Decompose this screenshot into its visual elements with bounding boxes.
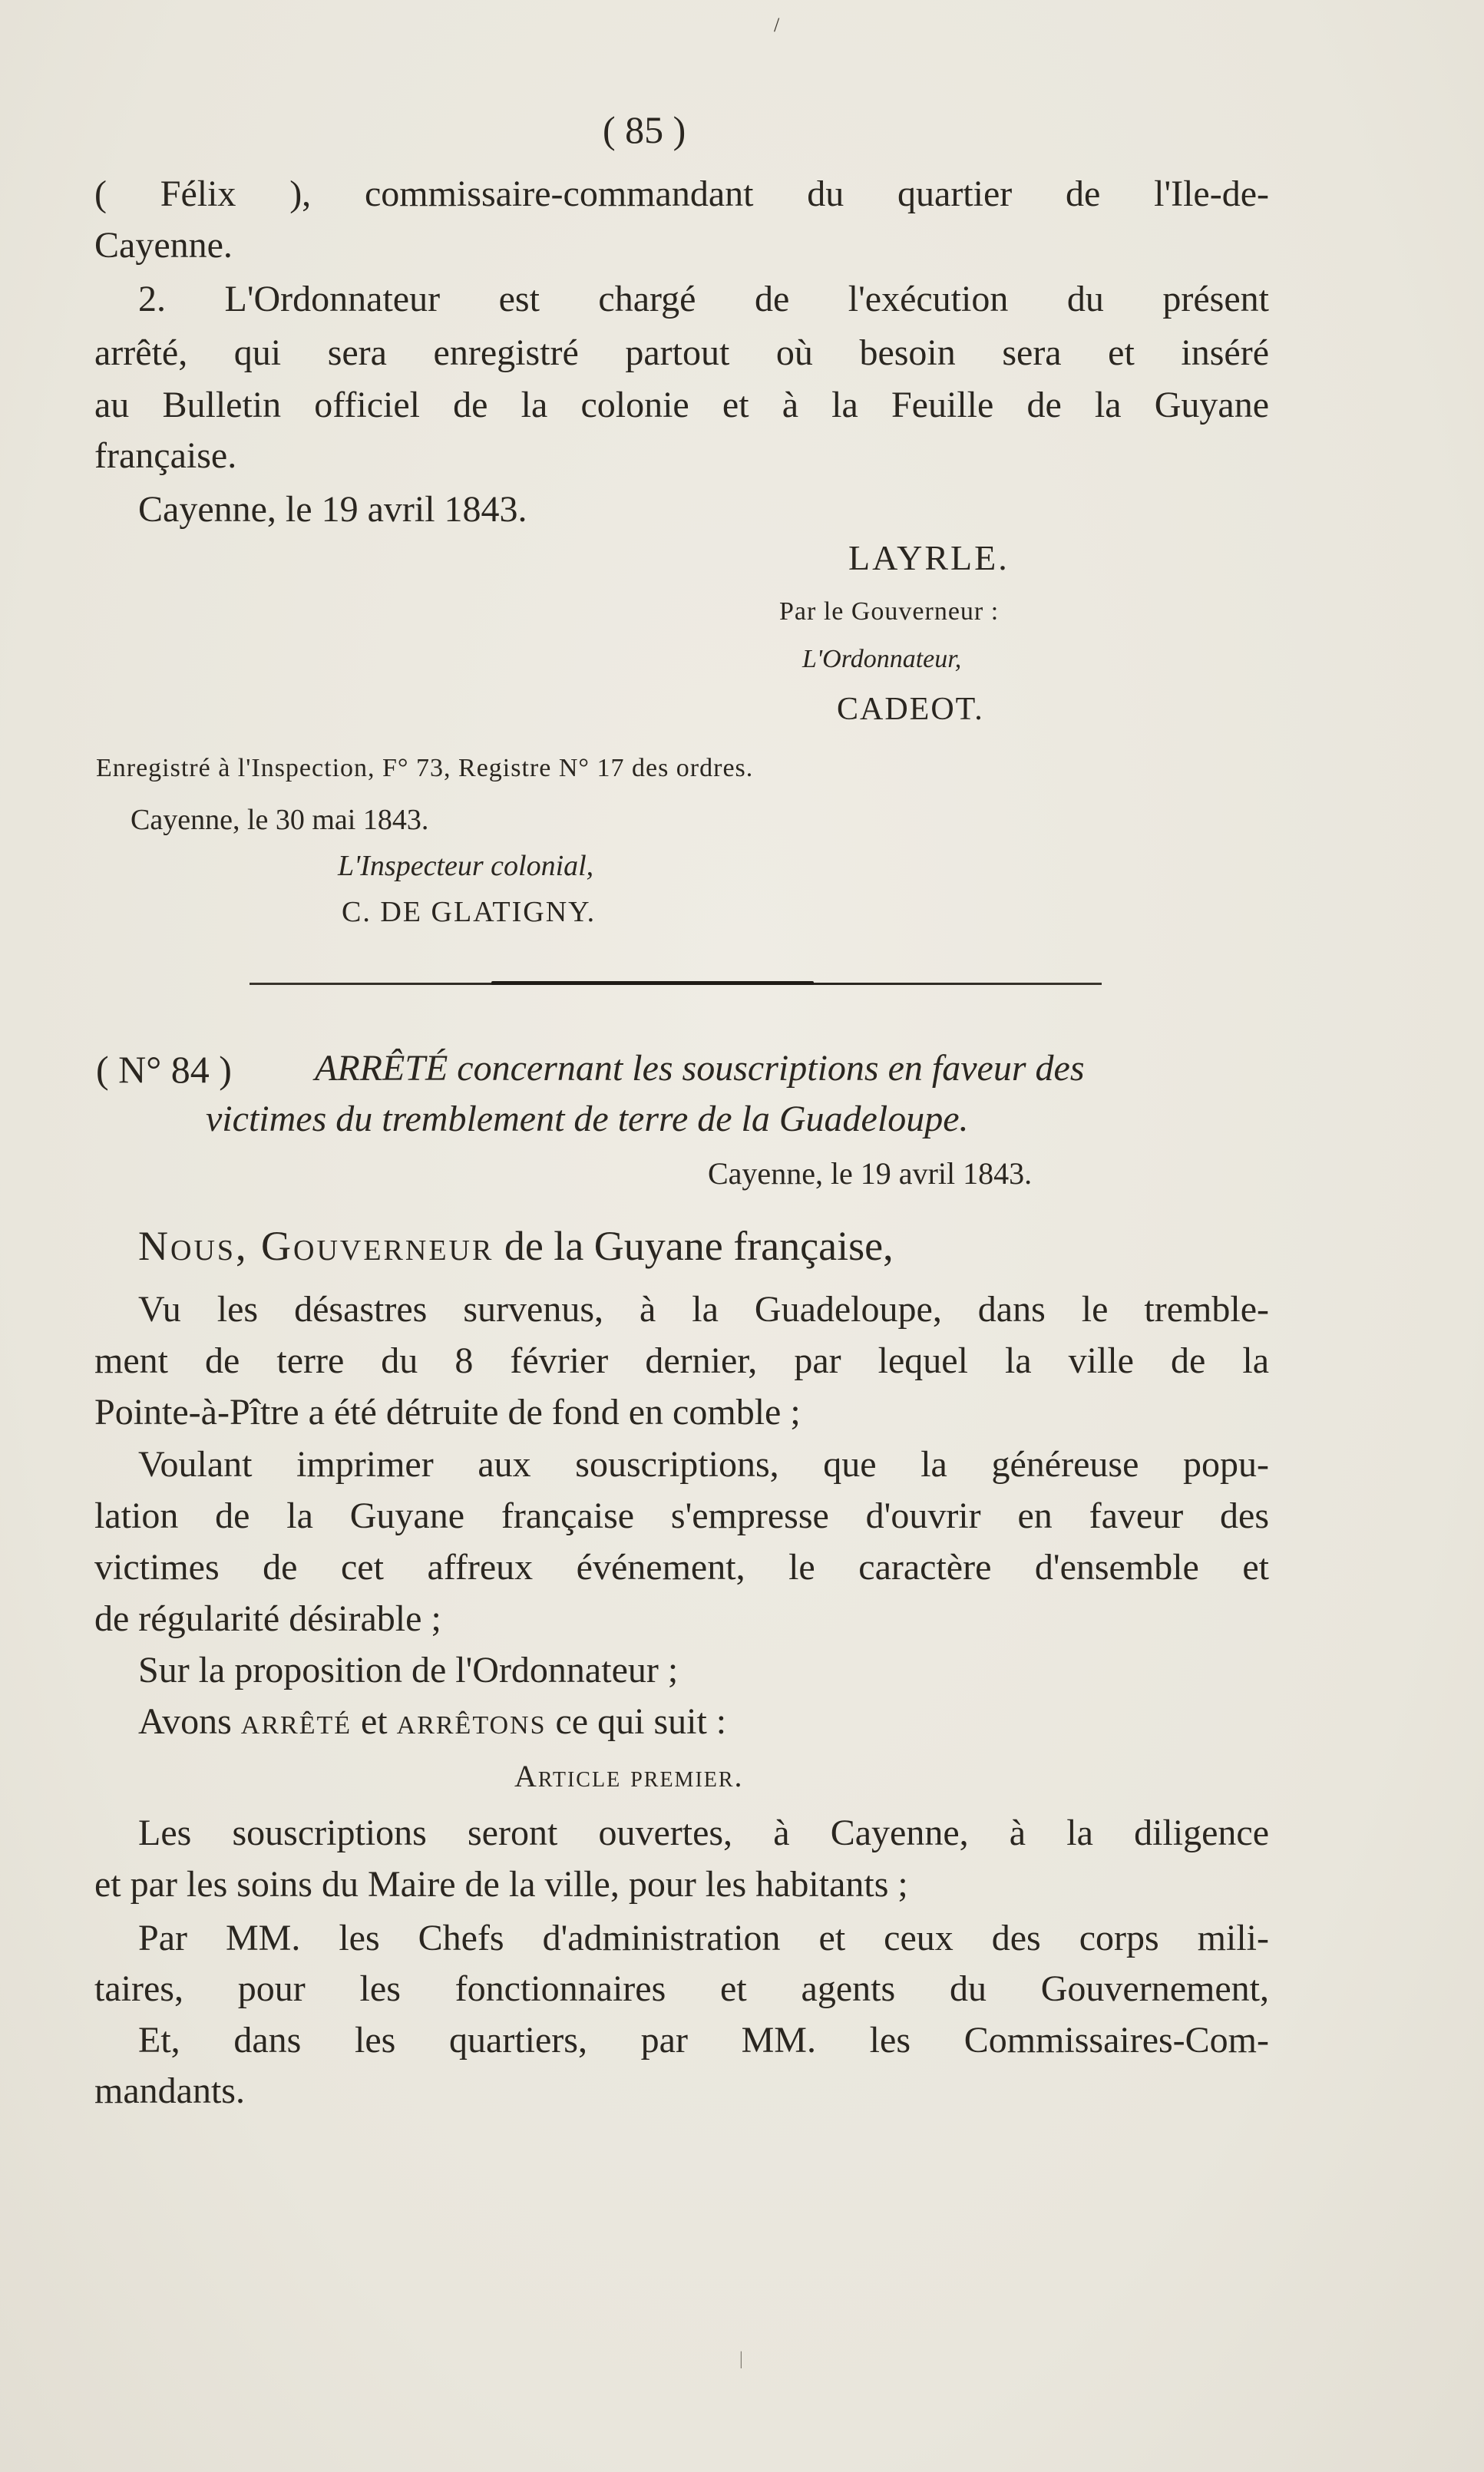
arrete-title-line1: ARRÊTÉ concernant les souscriptions en faveur des (315, 1048, 1085, 1089)
signature-governor: LAYRLE. (848, 538, 1010, 577)
registration-line: Enregistré à l'Inspection, F° 73, Registre N° 17 des ordres. (96, 754, 754, 782)
et-word: et (361, 1701, 388, 1742)
text-line: au Bulletin officiel de la colonie et à la Feuille de la Guyane (94, 385, 1269, 425)
avons-suffix: ce qui suit : (555, 1701, 727, 1742)
arrete-title-line2: victimes du tremblement de terre de la Guadeloupe. (206, 1099, 969, 1139)
text-line: mandants. (94, 2070, 245, 2111)
par-le-gouverneur: Par le Gouverneur : (779, 597, 1000, 626)
text-line: arrêté, qui sera enregistré partout où besoin sera et inséré (94, 332, 1269, 373)
bottom-mark: | (739, 2349, 743, 2369)
text-line: victimes de cet affreux événement, le caractère d'ensemble et (94, 1547, 1269, 1588)
arrete-number: ( N° 84 ) (96, 1048, 232, 1091)
text-line: de régularité désirable ; (94, 1598, 441, 1639)
text-line: Et, dans les quartiers, par MM. les Commissaires-Com- (138, 2020, 1269, 2061)
text-line: taires, pour les fonctionnaires et agents du Gouvernement, (94, 1968, 1269, 2009)
arretons-word: arrêtons (396, 1701, 547, 1742)
top-mark: / (774, 14, 780, 36)
registration-date: Cayenne, le 30 mai 1843. (131, 804, 429, 836)
text-line: Vu les désastres survenus, à la Guadeloupe, dans le tremble- (138, 1289, 1269, 1330)
text-line: Les souscriptions seront ouvertes, à Cayenne, à la diligence (138, 1813, 1269, 1853)
avons-word: Avons (138, 1701, 232, 1742)
page-number: ( 85 ) (603, 108, 686, 151)
inspector-title: L'Inspecteur colonial, (338, 850, 594, 882)
nous-gouverneur: Nous, Gouverneur (138, 1223, 494, 1269)
article-heading: Article premier. (514, 1759, 744, 1793)
text-line: française. (94, 435, 237, 476)
arrete-word: arrêté (240, 1701, 352, 1742)
avons-arrete-line (138, 1700, 726, 1743)
date-line: Cayenne, le 19 avril 1843. (138, 489, 527, 530)
text-line: et par les soins du Maire de la ville, pour les habitants ; (94, 1864, 908, 1905)
ordonnateur-name: CADEOT. (837, 692, 984, 727)
text-line: Voulant imprimer aux souscriptions, que la généreuse popu- (138, 1444, 1269, 1485)
text-line: Sur la proposition de l'Ordonnateur ; (138, 1650, 679, 1690)
text-line: ment de terre du 8 février dernier, par lequel la ville de la (94, 1340, 1269, 1381)
section-divider-center (491, 981, 814, 985)
ordonnateur-title: L'Ordonnateur, (802, 645, 962, 673)
nous-suffix: de la Guyane française, (504, 1223, 894, 1269)
arrete-date: Cayenne, le 19 avril 1843. (708, 1156, 1033, 1191)
text-line: 2. L'Ordonnateur est chargé de l'exécution du présent (138, 279, 1269, 319)
inspector-name: C. DE GLATIGNY. (342, 896, 597, 928)
text-line: Par MM. les Chefs d'administration et ceux des corps mili- (138, 1918, 1269, 1958)
text-line: lation de la Guyane française s'empresse d'ouvrir en faveur des (94, 1495, 1269, 1536)
text-line: Cayenne. (94, 225, 233, 266)
text-line: Pointe-à-Pître a été détruite de fond en comble ; (94, 1392, 801, 1433)
nous-gouverneur-line (138, 1222, 894, 1270)
text-line: ( Félix ), commissaire-commandant du quartier de l'Ile-de- (94, 174, 1269, 214)
